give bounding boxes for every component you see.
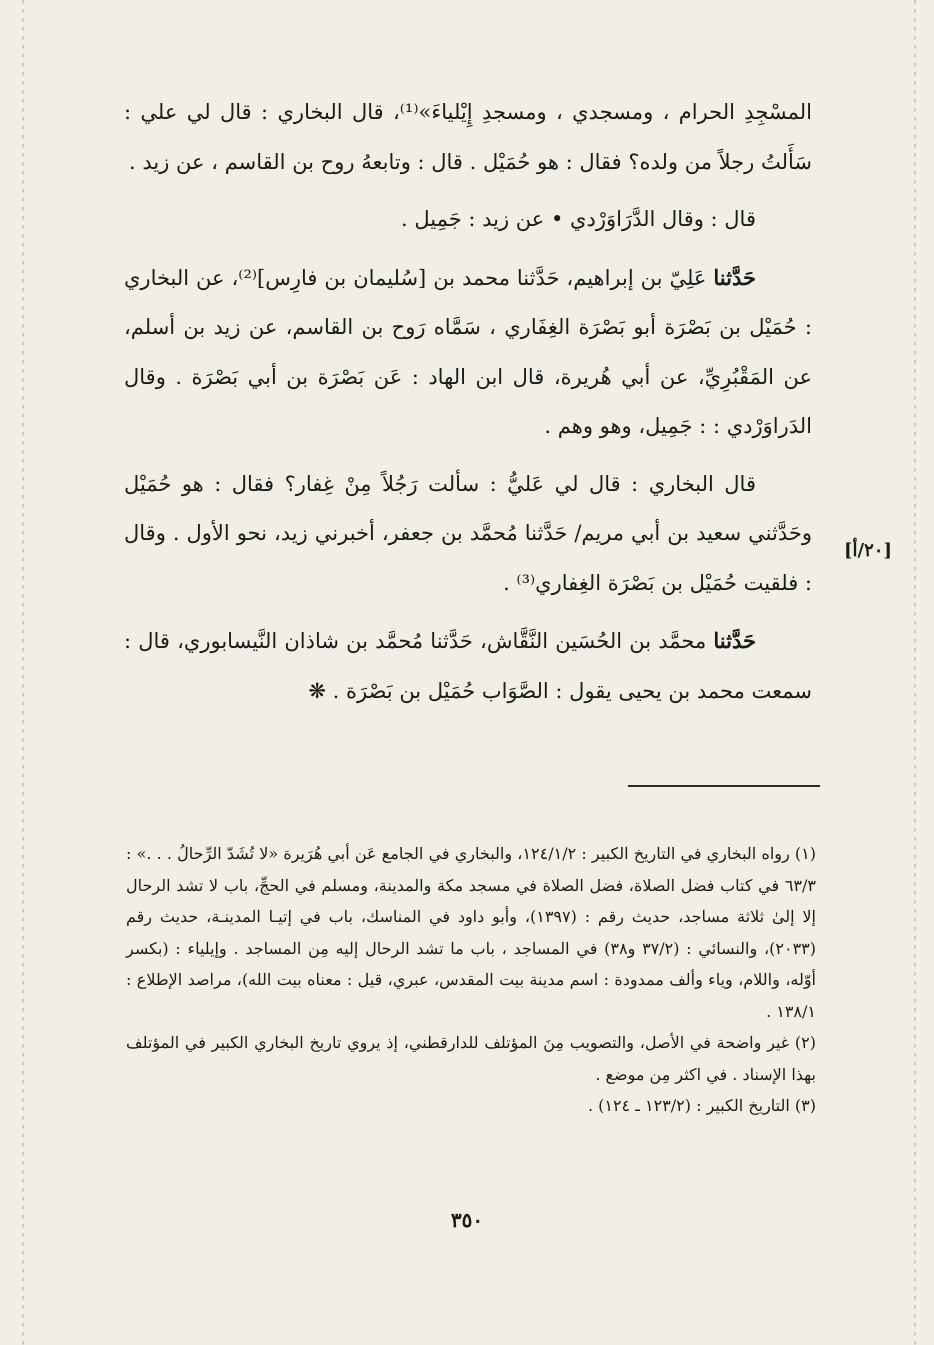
paragraph-2: قال : وقال الدَّرَاوَرْدي • عن زيد : جَمِيل . [400,207,756,231]
paragraph-3-text: عَلِيّ بن إبراهيم، حَدَّثنا محمد بن [سُليمان بن فارِس]⁽²⁾، عن البخاري : حُمَيْل بن بَصْرَة أبو بَصْرَة الغِفَاري ، سَمَّاه رَوح بن القاسم، عن زيد بن أسلم، عن المَقْبُرِيِّ، عن أبي هُريرة، قال ابن الهاد : عَن بَصْرَة بن أبي بَصْرَة . وقال الدَراوَرْدي : : جَمِيل، وهو وهم . [124,265,812,438]
paragraph-4: قال البخاري : قال لي عَليُّ : سألت رَجُلاً مِنْ غِفار؟ فقال : هو حُمَيْل وحَدَّثني سعيد بن أبي مريم/ حَدَّثنا مُحمَّد بن جعفر، أخبرني زيد، نحو الأول . وقال : فلقيت حُمَيْل بن بَصْرَة الغِفاري⁽³⁾ . [124,471,812,595]
paragraph-3 [124,253,812,452]
page-number: ٣٥٠ [450,1208,484,1232]
folio-margin-note: [٢٠/أ] [844,540,892,561]
footnote-1: (١) رواه البخاري في التاريخ الكبير : ١٢٤/١/٢، والبخاري في الجامع عَن أبي هُرَيرة «لا تُشَدّ الرِّحالُ . . .» : ٦٣/٣ في كتاب فضل الصلاة، فضل الصلاة في مسجد مكة والمدينة، ومسلم في الحجِّ، باب لا تشد الرحال إلا إلىٰ ثلاثة مساجد، حديث رقم : (١٣٩٧)، وأبو داود في المناسك، باب في إتيـا المدينـة، حديث رقم (٢٠٣٣)، والنسائي : (٣٧/٢ و٣٨) في المساجد ، باب ما تشد الرحال إليه مِن المساجد . وإيلياء : (بكسر أوّله، واللام، وياء وألف ممدودة : اسم مدينة بيت المقدس، عبري، قيل : معناه بيت الله)، مراصد الإطلاع : ١٣٨/١ . [126,844,817,1021]
hadith-lead-word: حَدَّثنا [713,264,756,290]
footnote-3: (٣) التاريخ الكبير : (١٢٣/٢ ـ ١٢٤) . [587,1096,816,1115]
scan-margin-right [914,0,916,1345]
scan-margin-left [22,0,24,1345]
paragraph-5 [124,616,812,716]
hadith-lead-word: حَدَّثنا [713,628,756,653]
paragraph-1: المسْجِدِ الحرام ، ومسجدي ، ومسجدِ إِيْلياءَ»⁽¹⁾، قال البخاري : قال لي علي : سَأَلتُ رجلاً من ولده؟ فقال : هو حُمَيْل . قال : وتابعهُ روح بن القاسم ، عن زيد . [124,100,812,174]
main-text [124,88,812,724]
footnotes [126,838,816,1122]
paragraph-5-text: محمَّد بن الحُسَين النَّقَّاش، حَدَّثنا مُحمَّد بن شاذان النَّيسابوري، قال : سمعت محمد بن يحيى يقول : الصَّوَاب حُمَيْل بن بَصْرَة . ❋ [124,629,812,703]
footnote-separator [628,785,820,787]
footnote-2: (٢) غير واضحة في الأصل، والتصويب مِنَ المؤتلف للدارقطني، إذ يروي تاريخ البخاري الكبير في المؤتلف بهذا الإسناد . في اكثر مِن موضع . [126,1033,817,1084]
